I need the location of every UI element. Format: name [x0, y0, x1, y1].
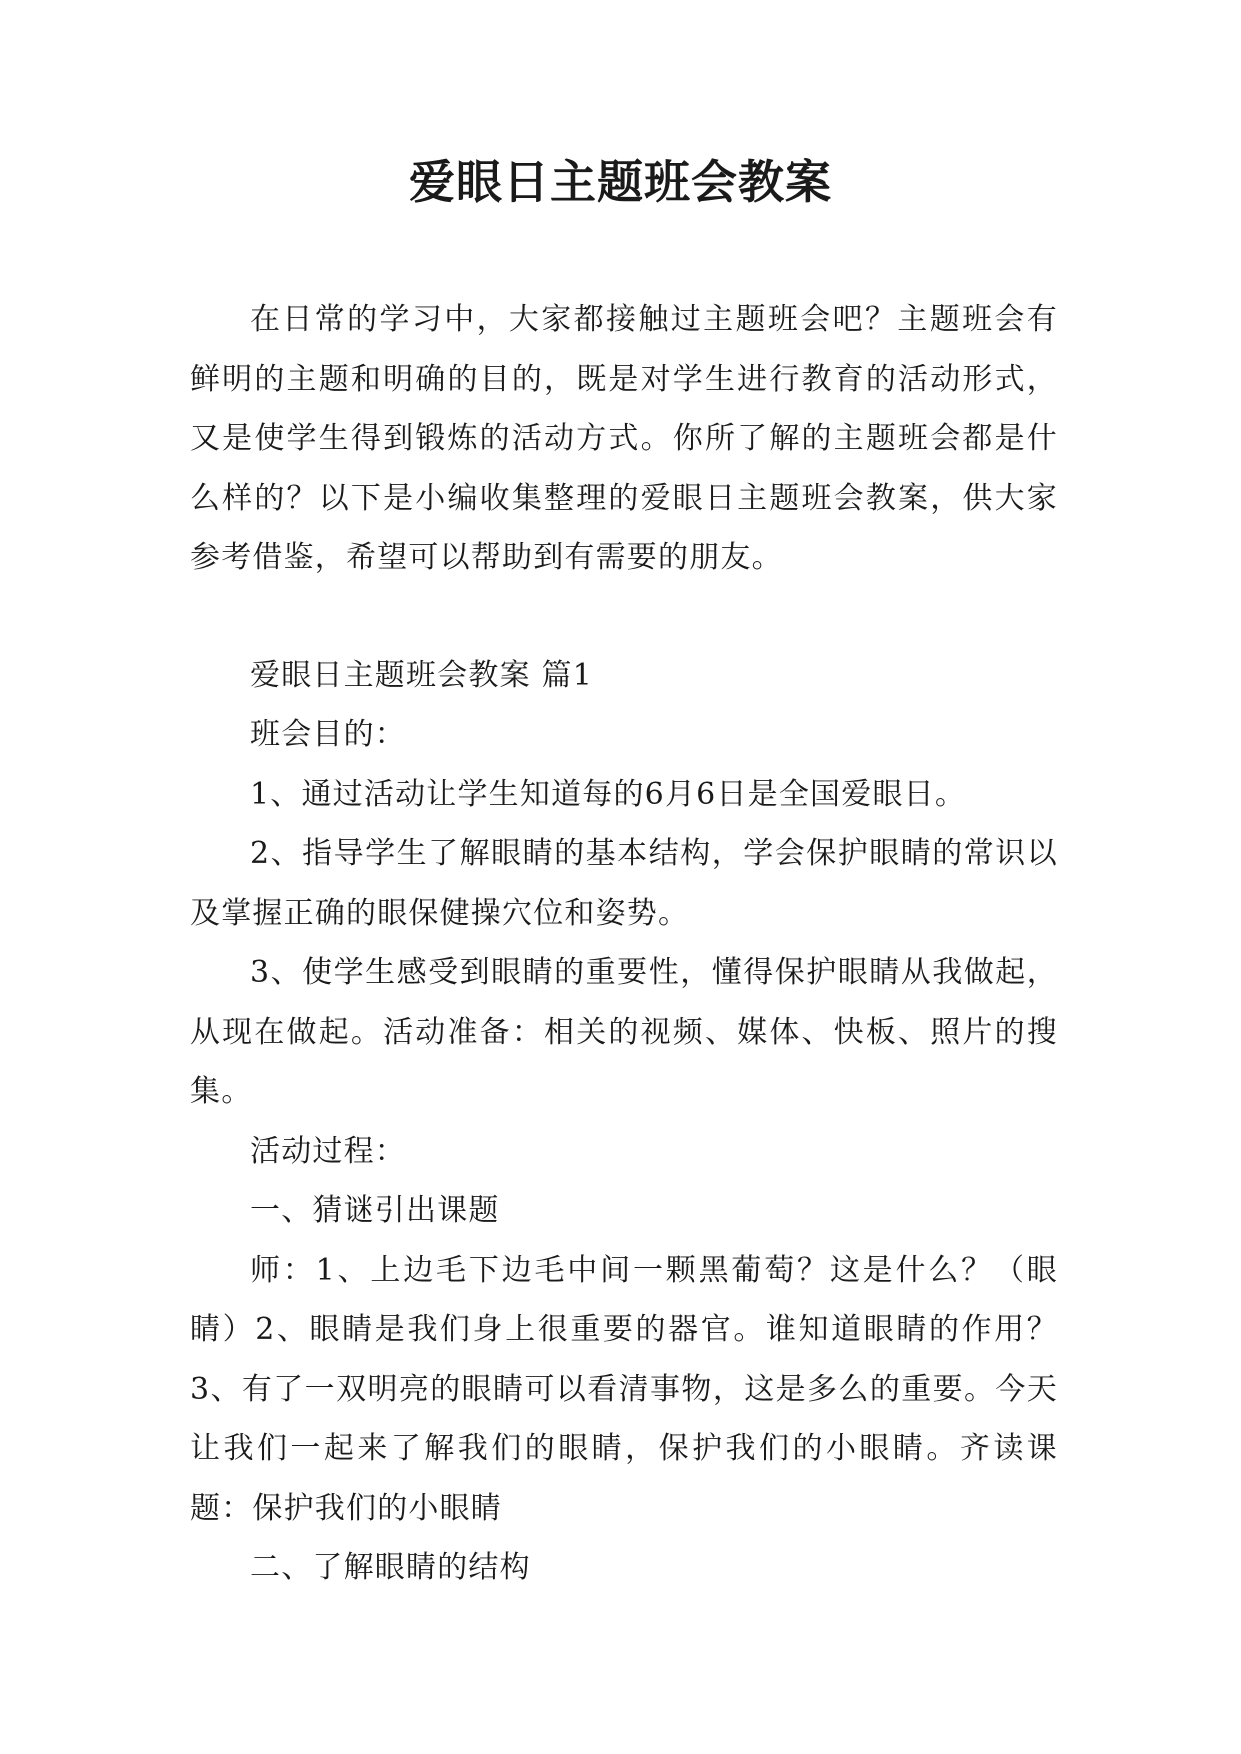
body-paragraph: 2、指导学生了解眼睛的基本结构，学会保护眼睛的常识以及掌握正确的眼保健操穴位和姿势。 [190, 836, 1058, 931]
document-title: 爱眼日主题班会教案 [409, 155, 832, 209]
document-body [190, 290, 1058, 1598]
intro-paragraph: 在日常的学习中，大家都接触过主题班会吧？主题班会有鲜明的主题和明确的目的，既是对学生进行教育的活动形式，又是使学生得到锻炼的活动方式。你所了解的主题班会都是什么样的？以下是小编收集整理的爱眼日主题班会教案，供大家参考借鉴，希望可以帮助到有需要的朋友。 [190, 302, 1058, 575]
section-heading: 爱眼日主题班会教案 篇1 [250, 657, 594, 693]
body-paragraph: 3、使学生感受到眼睛的重要性，懂得保护眼睛从我做起，从现在做起。活动准备：相关的视频、媒体、快板、照片的搜集。 [190, 955, 1058, 1109]
body-paragraph: 师：1、上边毛下边毛中间一颗黑葡萄？这是什么？（眼睛）2、眼睛是我们身上很重要的器官。谁知道眼睛的作用？3、有了一双明亮的眼睛可以看清事物，这是多么的重要。今天让我们一起来了解我们的眼睛，保护我们的小眼睛。齐读课题：保护我们的小眼睛 [190, 1252, 1058, 1526]
body-paragraph: 活动过程： [250, 1133, 406, 1169]
body-paragraph: 1、通过活动让学生知道每的6月6日是全国爱眼日。 [250, 776, 967, 812]
body-paragraph: 班会目的： [250, 717, 406, 752]
body-paragraph: 一、猜谜引出课题 [250, 1193, 500, 1228]
body-paragraph: 二、了解眼睛的结构 [250, 1550, 531, 1585]
